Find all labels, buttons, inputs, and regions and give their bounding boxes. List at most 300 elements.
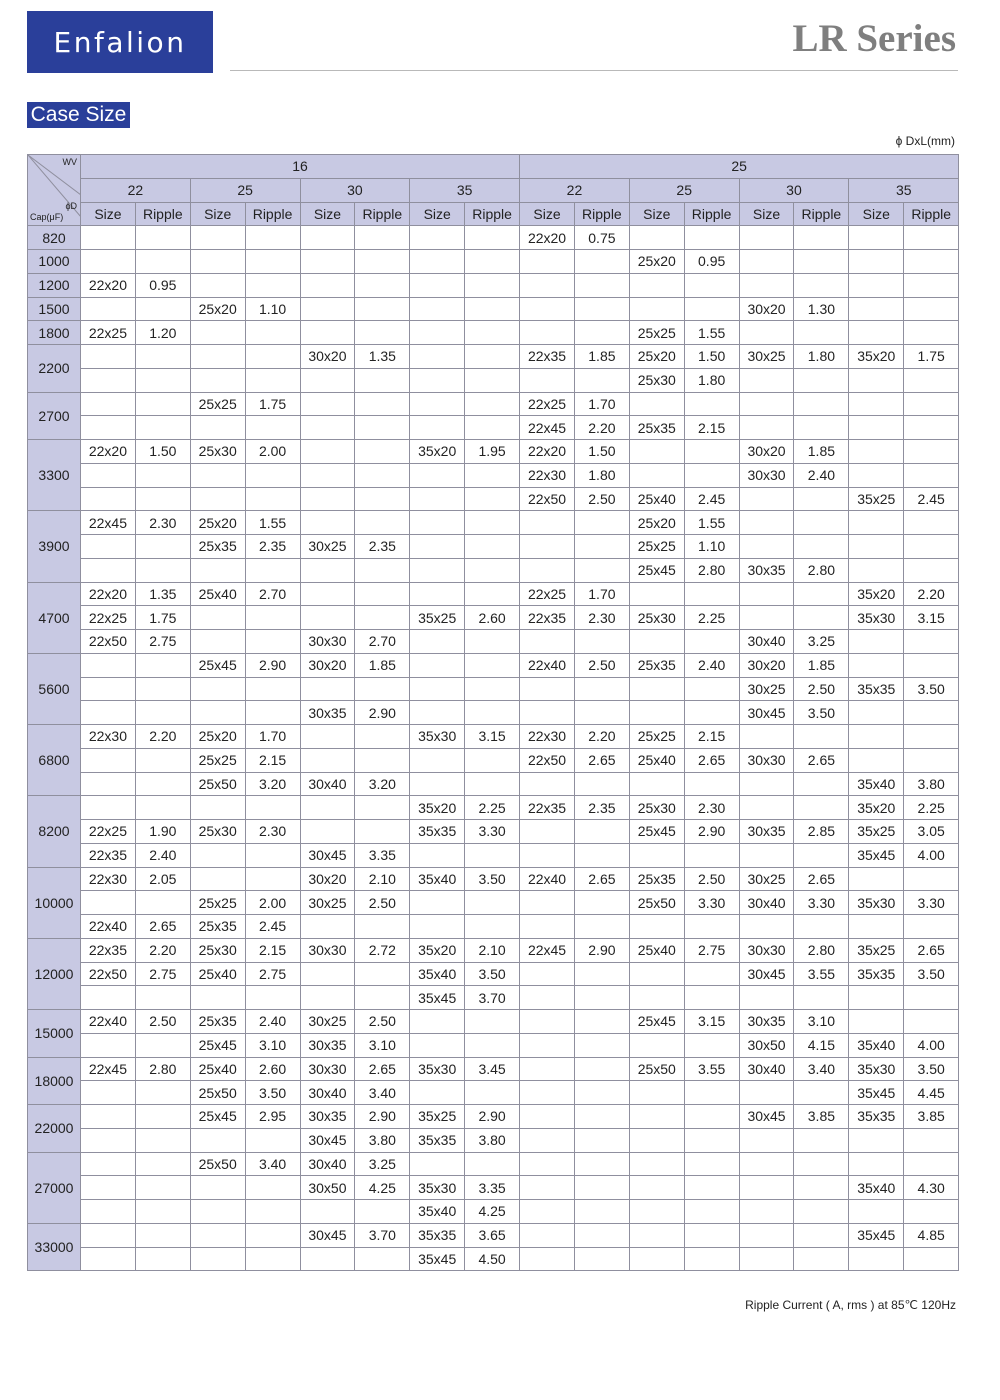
size-cell: [629, 772, 684, 796]
ripple-cell: 3.80: [904, 772, 959, 796]
table-row: [28, 1176, 959, 1200]
ripple-cell: [465, 630, 520, 654]
ripple-cell: [904, 915, 959, 939]
size-cell: [410, 582, 465, 606]
size-cell: 30x30: [739, 463, 794, 487]
size-cell: [629, 843, 684, 867]
ripple-cell: 2.75: [135, 962, 190, 986]
size-cell: [520, 1105, 575, 1129]
size-cell: [520, 772, 575, 796]
ripple-cell: 4.00: [904, 843, 959, 867]
size-cell: [849, 511, 904, 535]
size-cell: 30x25: [739, 677, 794, 701]
ripple-cell: 2.20: [574, 416, 629, 440]
ripple-cell: 2.90: [684, 820, 739, 844]
size-cell: [629, 915, 684, 939]
size-cell: [739, 606, 794, 630]
ripple-cell: 1.10: [684, 535, 739, 559]
size-cell: [190, 368, 245, 392]
ripple-cell: 2.50: [355, 1010, 410, 1034]
ripple-cell: 2.65: [574, 748, 629, 772]
size-cell: [739, 915, 794, 939]
size-cell: 30x30: [300, 1057, 355, 1081]
section-title: Case Size: [27, 102, 130, 128]
size-cell: [849, 1247, 904, 1271]
size-column-header: Size: [629, 202, 684, 226]
size-cell: [849, 321, 904, 345]
ripple-cell: 2.20: [135, 938, 190, 962]
ripple-cell: 2.90: [355, 701, 410, 725]
size-cell: 35x30: [849, 606, 904, 630]
ripple-cell: 1.50: [684, 345, 739, 369]
size-cell: 25x30: [190, 440, 245, 464]
ripple-cell: [355, 606, 410, 630]
size-cell: 30x35: [300, 1105, 355, 1129]
size-cell: [520, 1223, 575, 1247]
ripple-cell: 2.75: [684, 938, 739, 962]
table-row: [28, 891, 959, 915]
size-cell: [739, 796, 794, 820]
size-cell: 30x45: [300, 1223, 355, 1247]
ripple-cell: [245, 677, 300, 701]
ripple-cell: 3.55: [794, 962, 849, 986]
size-cell: 25x35: [190, 535, 245, 559]
table-row: [28, 1081, 959, 1105]
size-cell: [849, 558, 904, 582]
ripple-cell: [574, 891, 629, 915]
ripple-cell: [904, 701, 959, 725]
size-column-header: Size: [190, 202, 245, 226]
size-cell: [849, 1010, 904, 1034]
table-row: [28, 867, 959, 891]
size-cell: 25x25: [190, 891, 245, 915]
size-cell: [629, 962, 684, 986]
ripple-cell: [904, 321, 959, 345]
size-cell: [410, 915, 465, 939]
size-cell: [739, 392, 794, 416]
size-cell: [81, 1223, 136, 1247]
size-cell: [520, 1033, 575, 1057]
ripple-cell: 3.15: [904, 606, 959, 630]
ripple-cell: 2.50: [574, 653, 629, 677]
ripple-cell: [465, 345, 520, 369]
size-cell: 35x30: [410, 1057, 465, 1081]
size-cell: [520, 962, 575, 986]
size-cell: 25x50: [190, 772, 245, 796]
ripple-cell: [245, 416, 300, 440]
ripple-cell: 3.70: [355, 1223, 410, 1247]
ripple-current-note: Ripple Current ( A, rms ) at 85℃ 120Hz: [745, 1298, 956, 1312]
size-cell: 25x30: [629, 368, 684, 392]
table-row: [28, 440, 959, 464]
size-cell: 22x25: [81, 820, 136, 844]
size-cell: 22x40: [520, 653, 575, 677]
size-cell: [81, 701, 136, 725]
size-cell: 25x40: [190, 1057, 245, 1081]
ripple-cell: [135, 891, 190, 915]
size-cell: 22x35: [81, 938, 136, 962]
table-row: [28, 416, 959, 440]
size-cell: 25x35: [629, 867, 684, 891]
ripple-cell: 3.10: [794, 1010, 849, 1034]
size-cell: 30x30: [739, 938, 794, 962]
table-row: [28, 725, 959, 749]
size-cell: 30x20: [300, 867, 355, 891]
capacitance-cell: 1000: [28, 250, 81, 274]
ripple-cell: [794, 1128, 849, 1152]
size-cell: [849, 701, 904, 725]
size-cell: [849, 986, 904, 1010]
ripple-cell: 2.65: [355, 1057, 410, 1081]
ripple-cell: [465, 463, 520, 487]
size-cell: [629, 1223, 684, 1247]
size-cell: [300, 440, 355, 464]
ripple-column-header: Ripple: [245, 202, 300, 226]
size-cell: [190, 1223, 245, 1247]
ripple-cell: [465, 535, 520, 559]
ripple-cell: [135, 368, 190, 392]
ripple-cell: 3.20: [355, 772, 410, 796]
ripple-cell: [574, 1010, 629, 1034]
ripple-cell: [904, 558, 959, 582]
ripple-cell: 3.25: [794, 630, 849, 654]
ripple-cell: 2.30: [135, 511, 190, 535]
capacitance-cell: 3300: [28, 440, 81, 511]
size-cell: [300, 416, 355, 440]
ripple-cell: 2.50: [684, 867, 739, 891]
size-cell: [849, 725, 904, 749]
size-cell: [739, 226, 794, 250]
ripple-cell: [355, 1247, 410, 1271]
size-cell: 22x30: [520, 725, 575, 749]
ripple-cell: 4.00: [904, 1033, 959, 1057]
size-cell: 30x20: [739, 297, 794, 321]
size-cell: [190, 606, 245, 630]
size-cell: 35x20: [410, 796, 465, 820]
ripple-cell: 1.35: [135, 582, 190, 606]
size-cell: [410, 250, 465, 274]
ripple-cell: [684, 1033, 739, 1057]
size-cell: [410, 772, 465, 796]
size-cell: 30x20: [300, 653, 355, 677]
ripple-cell: [794, 535, 849, 559]
size-cell: [520, 368, 575, 392]
size-cell: [739, 772, 794, 796]
ripple-column-header: Ripple: [574, 202, 629, 226]
ripple-cell: 1.30: [794, 297, 849, 321]
size-cell: 35x25: [849, 938, 904, 962]
size-cell: [410, 630, 465, 654]
size-cell: 30x35: [739, 820, 794, 844]
ripple-cell: 2.00: [245, 891, 300, 915]
ripple-cell: [465, 250, 520, 274]
size-cell: [410, 392, 465, 416]
size-cell: 30x30: [739, 748, 794, 772]
ripple-cell: [684, 1128, 739, 1152]
size-cell: [300, 915, 355, 939]
size-cell: 22x45: [81, 1057, 136, 1081]
ripple-cell: [245, 226, 300, 250]
size-cell: [520, 1247, 575, 1271]
size-cell: [190, 416, 245, 440]
ripple-cell: 3.10: [355, 1033, 410, 1057]
capacitance-cell: 3900: [28, 511, 81, 582]
size-cell: [410, 511, 465, 535]
ripple-cell: 3.85: [904, 1105, 959, 1129]
size-cell: [81, 748, 136, 772]
ripple-cell: [794, 321, 849, 345]
ripple-cell: [465, 321, 520, 345]
ripple-cell: 3.40: [245, 1152, 300, 1176]
size-cell: 25x50: [190, 1081, 245, 1105]
ripple-column-header: Ripple: [904, 202, 959, 226]
size-cell: [81, 1247, 136, 1271]
table-row: [28, 677, 959, 701]
size-cell: [520, 511, 575, 535]
size-cell: [739, 487, 794, 511]
size-cell: [849, 392, 904, 416]
ripple-cell: [684, 843, 739, 867]
size-cell: [81, 1033, 136, 1057]
corner-wv-label: WV: [62, 157, 77, 167]
size-cell: [849, 440, 904, 464]
ripple-cell: [465, 677, 520, 701]
size-cell: [739, 986, 794, 1010]
ripple-cell: [574, 701, 629, 725]
size-cell: 35x35: [849, 962, 904, 986]
ripple-cell: [135, 1128, 190, 1152]
size-cell: 30x35: [739, 1010, 794, 1034]
table-row: [28, 915, 959, 939]
size-cell: 22x35: [81, 843, 136, 867]
ripple-cell: 3.15: [465, 725, 520, 749]
capacitance-cell: 4700: [28, 582, 81, 653]
table-row: [28, 463, 959, 487]
size-cell: [520, 843, 575, 867]
ripple-cell: [574, 273, 629, 297]
size-cell: [300, 725, 355, 749]
ripple-cell: [904, 368, 959, 392]
ripple-cell: 2.35: [574, 796, 629, 820]
ripple-cell: 2.50: [574, 487, 629, 511]
size-cell: [739, 321, 794, 345]
size-cell: [81, 535, 136, 559]
ripple-cell: [794, 273, 849, 297]
ripple-cell: [465, 273, 520, 297]
ripple-cell: [574, 1105, 629, 1129]
table-row: [28, 1010, 959, 1034]
capacitance-cell: 22000: [28, 1105, 81, 1153]
size-cell: 25x50: [190, 1152, 245, 1176]
size-cell: [520, 1057, 575, 1081]
ripple-cell: 2.15: [245, 938, 300, 962]
size-cell: [739, 843, 794, 867]
size-cell: 30x45: [739, 962, 794, 986]
ripple-cell: [135, 1176, 190, 1200]
ripple-cell: 2.25: [904, 796, 959, 820]
ripple-cell: 1.70: [245, 725, 300, 749]
size-cell: 30x45: [739, 701, 794, 725]
ripple-cell: [904, 1152, 959, 1176]
size-cell: 22x40: [81, 915, 136, 939]
ripple-cell: 3.20: [245, 772, 300, 796]
size-cell: [410, 345, 465, 369]
ripple-cell: [135, 1200, 190, 1224]
ripple-cell: [355, 463, 410, 487]
ripple-column-header: Ripple: [794, 202, 849, 226]
size-cell: [81, 250, 136, 274]
ripple-cell: [794, 226, 849, 250]
ripple-cell: [904, 535, 959, 559]
size-cell: [520, 273, 575, 297]
size-cell: 25x40: [629, 748, 684, 772]
ripple-cell: [245, 273, 300, 297]
diameter-header: 30: [300, 178, 410, 202]
table-row: [28, 606, 959, 630]
size-cell: 22x50: [520, 487, 575, 511]
size-cell: 35x45: [849, 843, 904, 867]
capacitance-cell: 1800: [28, 321, 81, 345]
ripple-cell: [135, 250, 190, 274]
size-cell: [849, 273, 904, 297]
size-cell: [81, 345, 136, 369]
ripple-cell: 1.50: [574, 440, 629, 464]
ripple-cell: [574, 986, 629, 1010]
ripple-cell: 1.70: [574, 582, 629, 606]
size-cell: [739, 582, 794, 606]
ripple-cell: [465, 915, 520, 939]
ripple-cell: [904, 986, 959, 1010]
size-cell: [410, 487, 465, 511]
ripple-cell: [904, 1010, 959, 1034]
size-cell: 35x40: [410, 1200, 465, 1224]
ripple-cell: [684, 582, 739, 606]
ripple-cell: 1.55: [684, 321, 739, 345]
ripple-cell: [355, 487, 410, 511]
ripple-cell: [574, 1223, 629, 1247]
size-cell: 25x45: [190, 1105, 245, 1129]
size-cell: [629, 677, 684, 701]
size-cell: [190, 701, 245, 725]
ripple-cell: [245, 558, 300, 582]
size-cell: [81, 1081, 136, 1105]
ripple-cell: [794, 1081, 849, 1105]
ripple-cell: 2.45: [684, 487, 739, 511]
ripple-cell: [904, 725, 959, 749]
ripple-cell: 2.20: [574, 725, 629, 749]
ripple-cell: [245, 487, 300, 511]
ripple-cell: 2.25: [465, 796, 520, 820]
table-row: [28, 1105, 959, 1129]
ripple-cell: 1.20: [135, 321, 190, 345]
size-cell: 25x25: [629, 321, 684, 345]
size-cell: 25x35: [629, 653, 684, 677]
size-cell: 35x20: [849, 582, 904, 606]
diameter-header-row: [28, 178, 959, 202]
ripple-cell: [465, 582, 520, 606]
size-cell: 25x50: [629, 1057, 684, 1081]
size-cell: [739, 416, 794, 440]
ripple-cell: 2.70: [245, 582, 300, 606]
ripple-cell: [684, 1081, 739, 1105]
ripple-cell: [574, 368, 629, 392]
ripple-cell: 1.10: [245, 297, 300, 321]
table-row: [28, 796, 959, 820]
size-cell: [739, 1152, 794, 1176]
ripple-cell: [574, 321, 629, 345]
ripple-cell: 3.50: [465, 962, 520, 986]
ripple-cell: [245, 1128, 300, 1152]
size-column-header: Size: [739, 202, 794, 226]
ripple-cell: 3.35: [465, 1176, 520, 1200]
ripple-cell: [465, 1010, 520, 1034]
ripple-cell: 4.85: [904, 1223, 959, 1247]
size-cell: [629, 226, 684, 250]
ripple-cell: 4.25: [355, 1176, 410, 1200]
ripple-cell: [245, 345, 300, 369]
ripple-cell: [135, 463, 190, 487]
ripple-cell: [684, 226, 739, 250]
ripple-cell: [794, 582, 849, 606]
ripple-cell: [135, 416, 190, 440]
ripple-cell: [574, 962, 629, 986]
ripple-cell: 2.50: [135, 1010, 190, 1034]
header-divider: [230, 70, 958, 71]
ripple-cell: 3.25: [355, 1152, 410, 1176]
ripple-column-header: Ripple: [684, 202, 739, 226]
size-cell: 22x35: [520, 796, 575, 820]
ripple-cell: [245, 630, 300, 654]
size-cell: [410, 891, 465, 915]
size-cell: 25x35: [190, 1010, 245, 1034]
ripple-cell: 2.25: [684, 606, 739, 630]
size-cell: 35x35: [410, 1128, 465, 1152]
size-cell: [190, 321, 245, 345]
ripple-cell: 2.75: [135, 630, 190, 654]
ripple-cell: [794, 1176, 849, 1200]
size-cell: [739, 725, 794, 749]
table-row: [28, 1152, 959, 1176]
ripple-cell: 3.30: [904, 891, 959, 915]
size-cell: 35x45: [849, 1223, 904, 1247]
ripple-cell: [684, 677, 739, 701]
ripple-cell: 1.85: [574, 345, 629, 369]
capacitance-cell: 27000: [28, 1152, 81, 1223]
ripple-cell: [355, 392, 410, 416]
size-cell: [190, 558, 245, 582]
table-row: [28, 653, 959, 677]
ripple-cell: [684, 463, 739, 487]
size-column-header: Size: [81, 202, 136, 226]
size-cell: 25x25: [629, 725, 684, 749]
ripple-cell: [465, 1081, 520, 1105]
ripple-cell: [355, 368, 410, 392]
ripple-cell: [465, 772, 520, 796]
size-cell: [300, 511, 355, 535]
ripple-cell: 2.80: [135, 1057, 190, 1081]
size-cell: [410, 1010, 465, 1034]
size-cell: 35x20: [849, 345, 904, 369]
size-cell: 30x40: [300, 772, 355, 796]
size-cell: 30x20: [300, 345, 355, 369]
size-cell: [410, 1081, 465, 1105]
ripple-cell: [465, 653, 520, 677]
ripple-cell: [574, 1128, 629, 1152]
ripple-cell: [904, 867, 959, 891]
size-cell: [81, 677, 136, 701]
size-column-header: Size: [520, 202, 575, 226]
ripple-cell: 2.90: [355, 1105, 410, 1129]
